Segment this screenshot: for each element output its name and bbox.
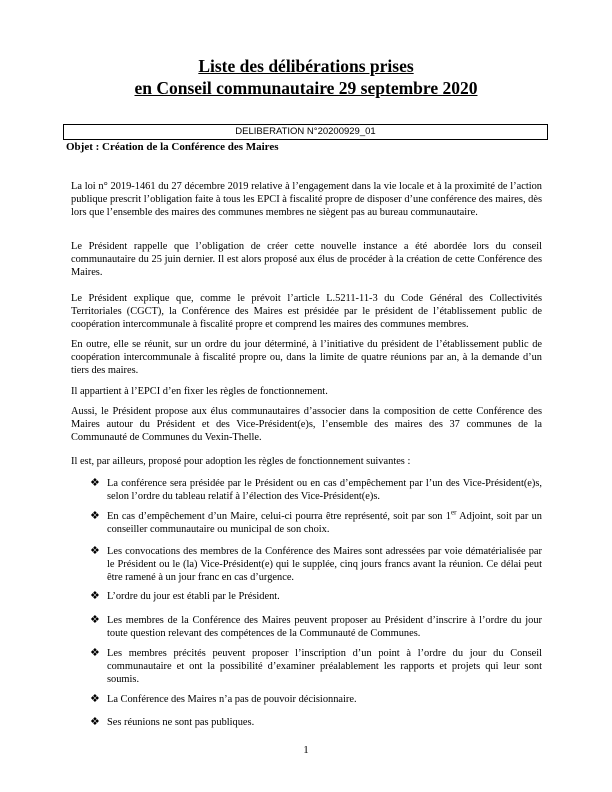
paragraph-explication: Le Président explique que, comme le prévoit l’article L.5211-11-3 du Code Général des Collectivités Territoriales (CGCT), la Conférence des Maires est présidée par le président de l’établissement public de coopération intercommunale à fiscalité propre et comprend les maires des communes membres. xyxy=(71,293,542,331)
diamond-bullet-icon: ❖ xyxy=(90,510,100,522)
diamond-bullet-icon: ❖ xyxy=(90,545,100,557)
title-line-2: en Conseil communautaire 29 septembre 2020 xyxy=(134,78,478,98)
list-item: La conférence sera présidée par le Président ou en cas d’empêchement par l’un des Vice-Président(e)s, selon l’ordre du tableau relatif à l’élection des Vice-Président(e)s. xyxy=(107,478,542,503)
paragraph-regles: Il appartient à l’EPCI d’en fixer les règles de fonctionnement. xyxy=(71,386,328,397)
list-item: Ses réunions ne sont pas publiques. xyxy=(107,717,255,728)
paragraph-reunion: En outre, elle se réunit, sur un ordre du jour déterminé, à l’initiative du président de l’établissement public de coopération intercommunale à fiscalité propre ou, dans la limite de quatre réunions par an, à la demande d’un tiers des maires. xyxy=(71,339,542,377)
deliberation-number-box: DELIBERATION N°20200929_01 xyxy=(63,124,548,140)
diamond-bullet-icon: ❖ xyxy=(90,716,100,728)
paragraph-loi: La loi n° 2019-1461 du 27 décembre 2019 relative à l’engagement dans la vie locale et à la proximité de l’action publique prescrit l’obligation faite à tous les EPCI à fiscalité propre de disposer d’une conférence des maires, dès lors que l’ensemble des maires des communes membres ne siègent pas au bureau communautaire. xyxy=(71,181,542,219)
title-line-1: Liste des délibérations prises xyxy=(198,56,414,76)
diamond-bullet-icon: ❖ xyxy=(90,647,100,659)
diamond-bullet-icon: ❖ xyxy=(90,590,100,602)
paragraph-composition: Aussi, le Président propose aux élus communautaires d’associer dans la composition de cette Conférence des Maires autour du Président et des Vice-Président(e)s, l’ensemble des maires des 37 communes de la Communauté de Communes du Vexin-Thelle. xyxy=(71,406,542,444)
diamond-bullet-icon: ❖ xyxy=(90,693,100,705)
page-number: 1 xyxy=(303,744,309,756)
diamond-bullet-icon: ❖ xyxy=(90,614,100,626)
page-title xyxy=(60,55,552,99)
list-item: L’ordre du jour est établi par le Président. xyxy=(107,591,280,602)
list-item: Les convocations des membres de la Conférence des Maires sont adressées par voie dématérialisée par le Président ou le (la) Vice-Président(e) qui le supplée, cinq jours francs avant la réunion. Ce délai peut être ramené à un jour franc en cas d’urgence. xyxy=(107,546,542,584)
paragraph-adoption: Il est, par ailleurs, proposé pour adoption les règles de fonctionnement suivantes : xyxy=(71,456,411,467)
objet-heading: Objet : Création de la Conférence des Maires xyxy=(66,141,279,153)
list-item: Les membres précités peuvent proposer l’inscription d’un point à l’ordre du jour du Conseil communautaire et ont la possibilité d’examiner préalablement les rapports et projets qui leur sont soumis. xyxy=(107,648,542,686)
paragraph-rappel: Le Président rappelle que l’obligation de créer cette nouvelle instance a été abordée lors du conseil communautaire du 25 juin dernier. Il est alors proposé aux élus de procéder à la création de cette Conférence des Maires. xyxy=(71,241,542,279)
list-item: Les membres de la Conférence des Maires peuvent proposer au Président d’inscrire à l’ordre du jour toute question relevant des compétences de la Communauté de Communes. xyxy=(107,615,542,640)
diamond-bullet-icon: ❖ xyxy=(90,477,100,489)
list-item: La Conférence des Maires n’a pas de pouvoir décisionnaire. xyxy=(107,694,357,705)
list-item: En cas d’empêchement d’un Maire, celui-ci pourra être représenté, soit par son 1er Adjoint, soit par un conseiller communautaire ou municipal de son choix. xyxy=(107,508,542,536)
